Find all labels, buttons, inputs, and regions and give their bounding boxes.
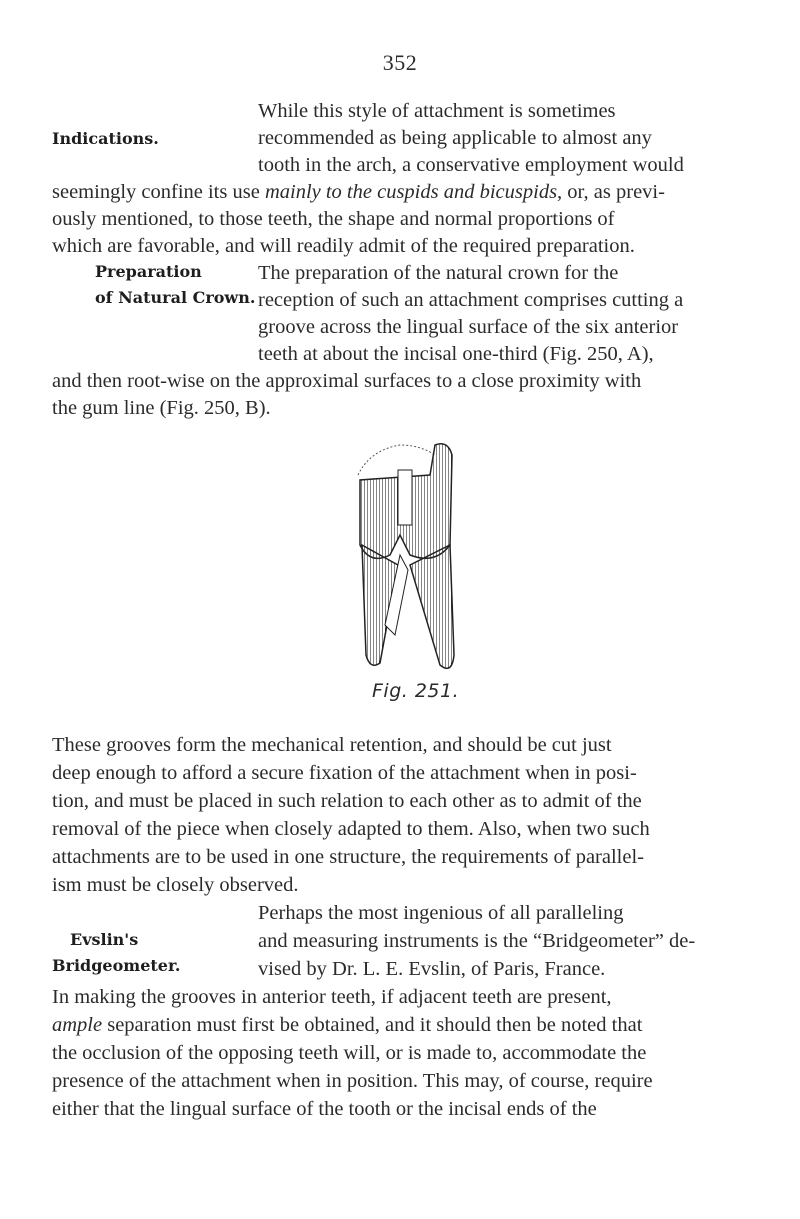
text-line: ously mentioned, to those teeth, the shape and normal proportions of: [52, 208, 615, 230]
margin-note-indications: Indications.: [52, 129, 159, 148]
text-line: removal of the piece when closely adapted to them. Also, when two such: [52, 818, 650, 840]
text-line: tion, and must be placed in such relation to each other as to admit of the: [52, 790, 642, 812]
page-number: 352: [382, 50, 418, 75]
text-line: deep enough to afford a secure fixation of the attachment when in posi-: [52, 762, 637, 784]
text-line: either that the lingual surface of the tooth or the incisal ends of the: [52, 1098, 597, 1120]
text-line: tooth in the arch, a conservative employment would: [258, 154, 684, 176]
margin-note-bridgeometer: Bridgeometer.: [52, 956, 181, 975]
text-line: groove across the lingual surface of the six anterior: [258, 316, 679, 338]
text-line: [52, 179, 665, 205]
text-line: the occlusion of the opposing teeth will, or is made to, accommodate the: [52, 1042, 647, 1064]
text-line: which are favorable, and will readily admit of the required preparation.: [52, 235, 635, 257]
text-line: Perhaps the most ingenious of all paralleling: [258, 902, 624, 924]
text-line: and then root-wise on the approximal surfaces to a close proximity with: [52, 370, 642, 392]
emphasis-text: mainly to the cuspids and bicuspids,: [264, 181, 563, 203]
text-line: These grooves form the mechanical retention, and should be cut just: [52, 734, 612, 756]
text-line: the gum line (Fig. 250, B).: [52, 397, 271, 419]
margin-note-natural-crown: of Natural Crown.: [95, 288, 256, 307]
margin-note-evslins: Evslin's: [70, 930, 139, 949]
text-line: While this style of attachment is sometimes: [258, 100, 616, 122]
figure-caption: Fig. 251.: [372, 680, 460, 702]
text-line: recommended as being applicable to almost any: [258, 127, 652, 149]
text-line: and measuring instruments is the “Bridgeometer” de-: [258, 930, 696, 952]
tooth-figure: [340, 395, 460, 685]
text-line: presence of the attachment when in position. This may, of course, require: [52, 1070, 653, 1092]
text-line: attachments are to be used in one structure, the requirements of parallel-: [52, 846, 644, 868]
text-line: reception of such an attachment comprises cutting a: [258, 289, 684, 311]
text-line: [52, 1012, 642, 1038]
text-line: ism must be closely observed.: [52, 874, 299, 896]
text-line: The preparation of the natural crown for the: [258, 262, 619, 284]
emphasis-text: ample: [52, 1014, 103, 1036]
text-line: In making the grooves in anterior teeth, if adjacent teeth are present,: [52, 986, 612, 1008]
text-run: seemingly confine its use: [52, 181, 265, 203]
text-line: vised by Dr. L. E. Evslin, of Paris, France.: [258, 958, 606, 980]
text-line: teeth at about the incisal one-third (Fig. 250, A),: [258, 343, 654, 365]
margin-note-preparation: Preparation: [95, 262, 202, 281]
text-run: or, as previ-: [562, 181, 665, 203]
text-run: separation must first be obtained, and it should then be noted that: [102, 1014, 643, 1036]
